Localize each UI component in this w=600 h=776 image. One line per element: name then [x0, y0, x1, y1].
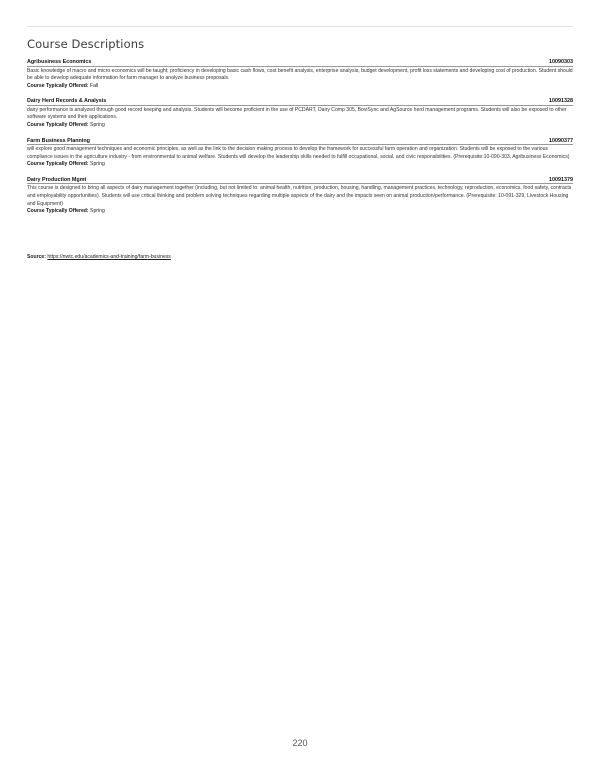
- offered-label: Course Typically Offered:: [27, 161, 89, 168]
- offered-label: Course Typically Offered:: [27, 121, 89, 128]
- course-header: [27, 138, 573, 146]
- course-dairy-production-mgmt: [27, 177, 573, 216]
- source-label: Source:: [27, 254, 46, 260]
- course-description: dairy performance is analyzed through good record keeping and analysis. Students will become proficient in the use of PCDART, Dairy Comp 305, BoviSync and AgSource herd management programs. Students will also be exposed to other software systems and their applications.: [27, 106, 567, 121]
- course-agribusiness-economics: [27, 59, 573, 90]
- offered-label: Course Typically Offered:: [27, 208, 89, 215]
- page-number: 220: [292, 738, 308, 748]
- course-title: Farm Business Planning: [27, 137, 90, 144]
- page-title: Course Descriptions: [27, 37, 145, 51]
- course-title: Agribusiness Economics: [27, 59, 92, 65]
- course-header: [27, 177, 573, 185]
- source-line: [27, 254, 171, 260]
- offered-value: Fall: [90, 82, 99, 89]
- course-dairy-herd-records: [27, 98, 573, 129]
- course-list: [27, 59, 573, 224]
- course-offered: [27, 208, 573, 216]
- course-description: will explore good management techniques and economic principles, as well as the link to the decision making process to develop the framework for successful farm operation and organization. Students will be exposed to the various compliance issues in the agriculture industry - from environmental to animal welfare. Students will develop the leadership skills needed to fulfill occupational, social, and civic responsibilities. (Prerequisite:10-090-303, Agribusiness Economics): [27, 146, 570, 160]
- course-title: Dairy Production Mgmt: [27, 176, 87, 183]
- offered-value: Spring: [90, 208, 105, 215]
- course-offered: [27, 83, 573, 91]
- offered-label: Course Typically Offered:: [27, 82, 89, 89]
- course-header: [27, 98, 573, 106]
- source-link[interactable]: https://nwtc.edu/academics-and-training/farm-business: [47, 254, 171, 260]
- course-description: Basic knowledge of macro and micro economics will be taught; proficiency in developing basic cash flows, cost benefit analysis, enterprise analysis, budget development, profit loss statements and developing cost of production. Student should be able to develop adequate information for farm manager to analyze business proposals.: [27, 67, 573, 82]
- course-header: [27, 59, 573, 67]
- top-divider: [27, 26, 573, 27]
- course-code: 10091379: [549, 176, 573, 183]
- course-title: Dairy Herd Records & Analysis: [27, 98, 107, 105]
- course-code: 10090377: [549, 137, 573, 144]
- course-offered: [27, 122, 573, 130]
- offered-value: Spring: [90, 161, 105, 168]
- offered-value: Spring: [90, 121, 105, 128]
- course-code: 10090303: [549, 59, 573, 65]
- course-code: 10091328: [549, 98, 573, 105]
- course-description: This course is designed to bring all aspects of dairy management together (including, but not limited to: animal health, nutrition, production, housing, handling, management practices, technology, reproduction, economics, food safety, contracts and employability opportunities). Students will use critical thinking and problem solving techniques regarding multiple aspects of the dairy and the impacts seen on animal production/performance. (Prerequisite: 10-091-329, Livestock Housing and Equipment): [27, 185, 572, 207]
- course-farm-business-planning: [27, 138, 573, 169]
- course-offered: [27, 161, 573, 169]
